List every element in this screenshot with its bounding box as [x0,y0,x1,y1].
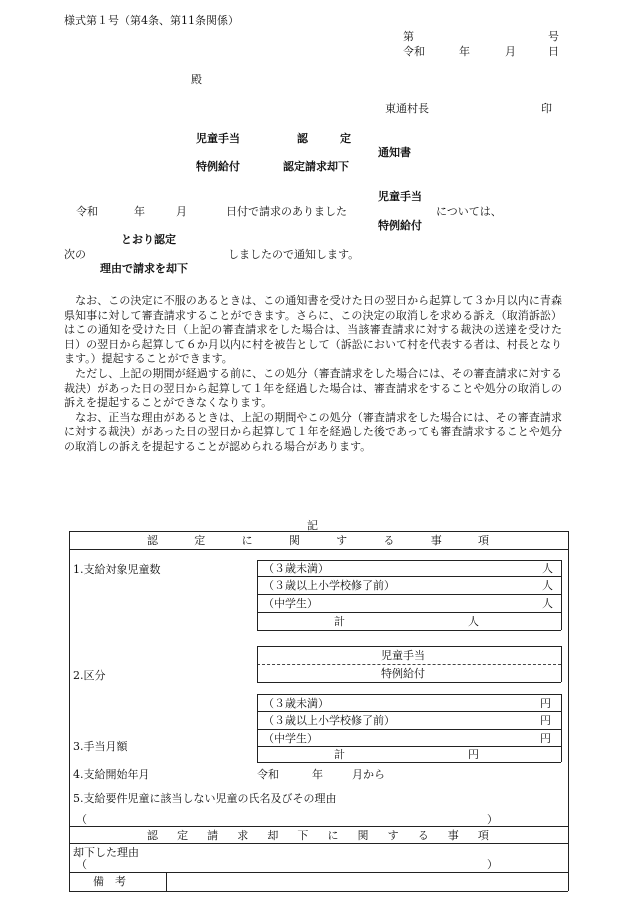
request-year-label: 年 [134,205,145,218]
title-kyakka: 認定請求却下 [283,160,349,173]
date-day-label: 日 [548,45,559,58]
request-shimashita: しましたので通知します。 [228,248,360,261]
row-ineligible-children-label: 5.支給要件児童に該当しない児童の氏名及びその理由 [73,792,337,805]
rejection-open-paren: （ [76,858,87,871]
start-era: 令和 [257,768,279,781]
amount-total-unit: 円 [468,748,479,761]
ineligible-close-paren: ） [487,813,498,826]
children-junior-high-label: （中学生） [263,597,318,610]
request-tokurei: 特例給付 [378,219,422,232]
row-monthly-amount-label: 3.手当月額 [73,740,128,753]
form-number: 様式第１号（第4条、第11条関係） [64,14,239,27]
request-toori: とおり認定 [121,233,176,246]
amount-total-label: 計 [334,748,345,761]
request-tsugi: 次の [64,248,86,261]
start-month-from: 月から [352,768,385,781]
date-era: 令和 [403,45,425,58]
ki-heading: 記 [307,519,318,532]
children-3-to-primary-unit: 人 [542,579,553,592]
remarks-label: 備 考 [93,875,126,888]
kyakka-section-header: 認 定 請 求 却 下 に 関 す る 事 項 [147,829,489,842]
children-total-label: 計 [334,615,345,628]
seal-mark: 印 [541,102,552,115]
amount-3-to-primary-label: （３歳以上小学校修了前） [263,714,395,727]
amount-junior-high-unit: 円 [540,732,551,745]
number-prefix: 第 [403,30,414,43]
children-under3-label: （３歳未満） [263,562,329,575]
children-total-unit: 人 [468,615,479,628]
children-under3-unit: 人 [542,562,553,575]
children-junior-high-unit: 人 [542,597,553,610]
request-riyuu: 理由で請求を却下 [100,262,188,275]
appeal-paragraph-2: ただし、上記の期間が経過する前に、この処分（審査請求をした場合には、その審査請求に対する裁決）があった日の翌日から起算して１年を経過した場合は、審査請求をすることや処分の取消しの訴えを提起することができなくなります。 [64,366,562,410]
title-nintei-b: 定 [340,132,351,145]
children-3-to-primary-label: （３歳以上小学校修了前） [263,579,395,592]
appeal-paragraph-1: なお、この決定に不服のあるときは、この通知書を受けた日の翌日から起算して３か月以内に青森県知事に対して審査請求することができます。さらに、この決定の取消しを求める訴え（取消訴訟）はこの通知を受けた日（上記の審査請求をした場合は、当該審査請求に対する裁決の送達を受けた日）の翌日から起算して６か月以内に村を被告として（訴訟において村を代表する者は、村長となります。）提起することができます。 [64,294,562,366]
request-jidou: 児童手当 [378,190,422,203]
request-line: 日付で請求のありました [226,205,347,218]
amount-3-to-primary-unit: 円 [540,714,551,727]
title-nintei-a: 認 [297,132,308,145]
sender-name: 東通村長 [385,102,429,115]
title-jidou: 児童手当 [196,132,240,145]
number-suffix: 号 [548,30,559,43]
row-children-count-label: 1.支給対象児童数 [73,563,161,576]
rejection-close-paren: ） [487,858,498,871]
date-year-label: 年 [459,45,470,58]
rejection-reason-label: 却下した理由 [73,846,139,859]
category-jidou: 児童手当 [381,649,425,662]
row-start-month-label: 4.支給開始年月 [73,768,150,781]
amount-junior-high-label: （中学生） [263,732,318,745]
category-tokurei: 特例給付 [381,667,425,680]
request-tsuite: については、 [436,205,502,218]
amount-under3-label: （３歳未満） [263,697,329,710]
appeal-paragraph-3: なお、正当な理由があるときは、上記の期間やこの処分（審査請求をした場合には、その審査請求に対する裁決）があった日の翌日から起算して１年を経過した後であっても審査請求することや処分の取消しの訴えを提起することが認められる場合があります。 [64,410,562,453]
addressee-honorific: 殿 [191,73,202,86]
title-tokurei: 特例給付 [196,160,240,173]
appeal-notice [64,294,562,455]
start-year-label: 年 [312,768,323,781]
row-category-label: 2.区分 [73,669,106,682]
amount-under3-unit: 円 [540,697,551,710]
date-month-label: 月 [505,45,516,58]
ineligible-open-paren: （ [76,813,87,826]
request-month-label: 月 [176,205,187,218]
title-tsuchisho: 通知書 [378,146,411,159]
nintei-section-header: 認 定 に 関 す る 事 項 [147,534,489,547]
request-era: 令和 [76,205,98,218]
